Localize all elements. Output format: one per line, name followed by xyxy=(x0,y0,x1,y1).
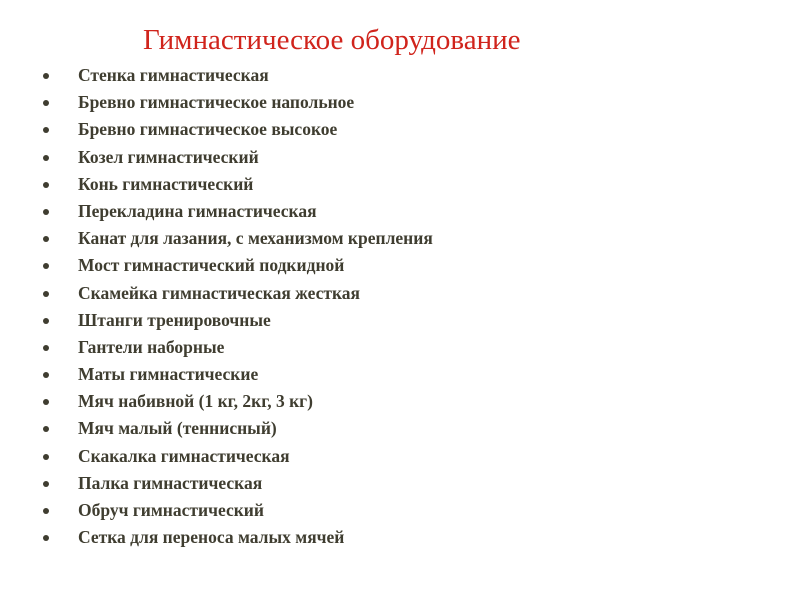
slide-title: Гимнастическое оборудование xyxy=(143,24,521,56)
list-item xyxy=(40,497,433,524)
list-item xyxy=(40,252,433,279)
bullet-icon xyxy=(43,345,49,351)
equipment-list xyxy=(40,62,433,551)
bullet-icon xyxy=(43,182,49,188)
list-item-label: Обруч гимнастический xyxy=(78,500,264,520)
bullet-icon xyxy=(43,481,49,487)
list-item xyxy=(40,280,433,307)
bullet-icon xyxy=(43,155,49,161)
list-item xyxy=(40,171,433,198)
bullet-icon xyxy=(43,100,49,106)
list-item xyxy=(40,116,433,143)
list-item-label: Скамейка гимнастическая жесткая xyxy=(78,282,361,303)
bullet-icon xyxy=(43,263,49,269)
list-item-label: Палка гимнастическая xyxy=(78,472,263,493)
list-item-label: Канат для лазания, с механизмом крепления xyxy=(78,228,433,249)
bullet-icon xyxy=(43,236,49,242)
list-item-label: Бревно гимнастическое напольное xyxy=(78,92,355,113)
list-item xyxy=(40,415,433,442)
list-item-label: Перекладина гимнастическая xyxy=(78,200,317,221)
bullet-icon xyxy=(43,73,49,79)
list-item xyxy=(40,89,433,116)
list-item xyxy=(40,361,433,388)
list-item xyxy=(40,225,433,252)
list-item xyxy=(40,62,433,89)
list-item-label: Конь гимнастический xyxy=(78,173,254,194)
list-item-label: Козел гимнастический xyxy=(78,146,259,167)
list-item-label: Мост гимнастический подкидной xyxy=(78,255,345,276)
list-item xyxy=(40,307,433,334)
list-item xyxy=(40,198,433,225)
bullet-icon xyxy=(43,291,49,297)
bullet-icon xyxy=(43,426,49,432)
bullet-icon xyxy=(43,454,49,460)
bullet-icon xyxy=(43,318,49,324)
list-item xyxy=(40,144,433,171)
list-item xyxy=(40,524,433,551)
list-item-label: Мяч малый (теннисный) xyxy=(78,418,277,439)
list-item-label: Штанги тренировочные xyxy=(78,309,271,330)
list-item xyxy=(40,470,433,497)
list-item xyxy=(40,388,433,415)
bullet-icon xyxy=(43,209,49,215)
bullet-icon xyxy=(43,535,49,541)
list-item-label: Мяч набивной (1 кг, 2кг, 3 кг) xyxy=(78,391,313,412)
list-item-label: Гантели наборные xyxy=(78,336,225,357)
list-item-label: Сетка для переноса малых мячей xyxy=(78,527,345,548)
bullet-icon xyxy=(43,508,49,514)
list-item xyxy=(40,443,433,470)
bullet-icon xyxy=(43,372,49,378)
list-item-label: Бревно гимнастическое высокое xyxy=(78,119,338,140)
bullet-icon xyxy=(43,399,49,405)
bullet-icon xyxy=(43,127,49,133)
list-item-label: Стенка гимнастическая xyxy=(78,65,269,85)
list-item-label: Маты гимнастические xyxy=(78,364,259,385)
list-item xyxy=(40,334,433,361)
list-item-label: Скакалка гимнастическая xyxy=(78,445,290,466)
